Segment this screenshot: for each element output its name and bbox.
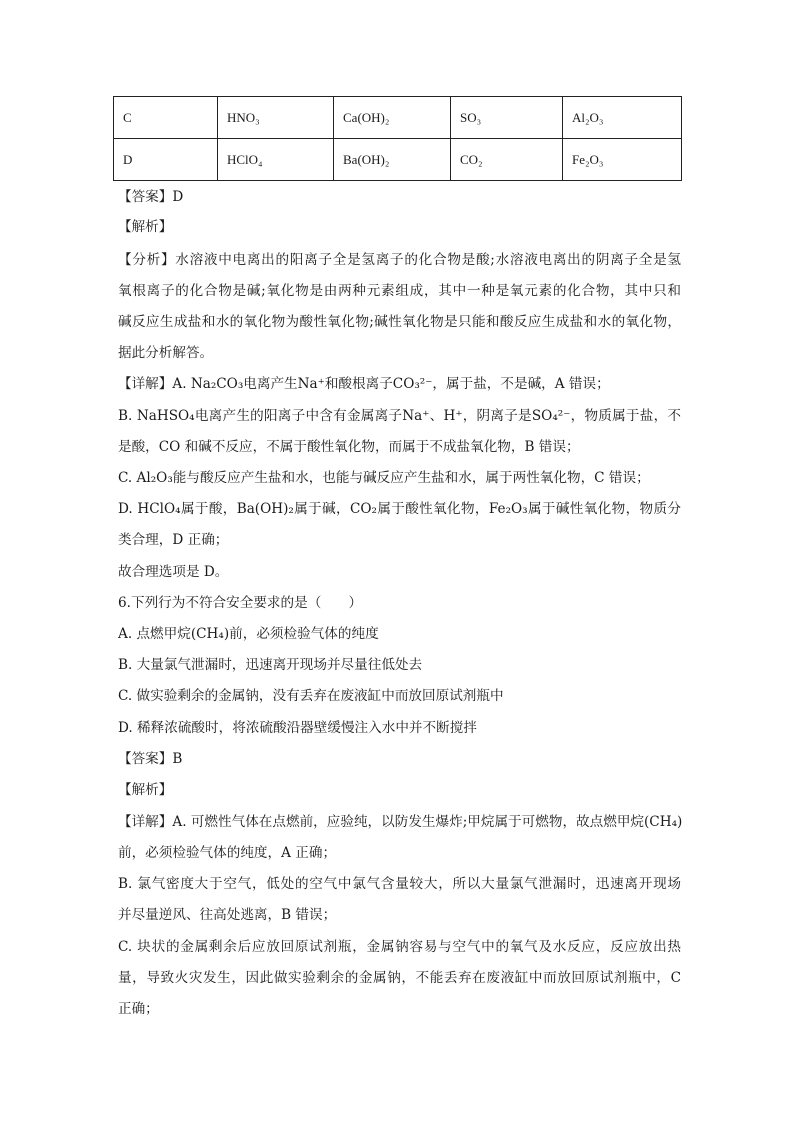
- question-stem: 6.下列行为不符合安全要求的是（ ）: [118, 595, 363, 611]
- answer-label: 【答案】B: [118, 751, 183, 767]
- analysis-heading: 【解析】: [118, 219, 173, 235]
- detail-line: 类合理，D 正确；: [118, 532, 229, 548]
- detail-line: C. 块状的金属剩余后应放回原试剂瓶，金属钠容易与空气中的氧气及水反应，反应放出热: [118, 939, 681, 955]
- detail-line: C. Al₂O₃能与酸反应产生盐和水，也能与碱反应产生盐和水，属于两性氧化物，C 错误；: [118, 470, 650, 486]
- detail-line: 【详解】A. Na₂CO₃电离产生Na⁺和酸根离子CO₃²⁻，属于盐，不是碱，A 错误；: [118, 376, 610, 392]
- detail-line: 是酸，CO 和碱不反应，不属于酸性氧化物，而属于不成盐氧化物，B 错误；: [118, 439, 580, 455]
- table-row: [114, 97, 682, 139]
- detail-line: B. NaHSO₄电离产生的阳离子中含有金属离子Na⁺、H⁺，阴离子是SO₄²⁻，物质属于盐，不: [118, 408, 681, 424]
- option-c: C. 做实验剩余的金属钠，没有丢弃在废液缸中而放回原试剂瓶中: [118, 688, 504, 704]
- table-row: [114, 139, 682, 181]
- table-cell: C: [114, 97, 218, 139]
- detail-line: 量，导致火灾发生，因此做实验剩余的金属钠，不能丢弃在废液缸中而放回原试剂瓶中，C: [118, 970, 681, 986]
- option-a: A. 点燃甲烷(CH₄)前，必须检验气体的纯度: [118, 626, 379, 642]
- table-cell: Ca(OH)₂: [334, 97, 451, 139]
- analysis-line: 碱反应生成盐和水的氧化物为酸性氧化物;碱性氧化物是只能和酸反应生成盐和水的氧化物，: [118, 314, 681, 330]
- option-d: D. 稀释浓硫酸时，将浓硫酸沿器壁缓慢注入水中并不断搅拌: [118, 720, 477, 736]
- options-table: [113, 96, 682, 181]
- detail-line: D. HClO₄属于酸，Ba(OH)₂属于碱，CO₂属于酸性氧化物，Fe₂O₃属于碱性氧化物，物质分: [118, 501, 681, 517]
- table-cell: D: [114, 139, 218, 181]
- analysis-line: 据此分析解答。: [118, 345, 214, 361]
- table-cell: HNO₃: [218, 97, 334, 139]
- table-cell: HClO₄: [218, 139, 334, 181]
- detail-line: B. 氯气密度大于空气，低处的空气中氯气含量较大，所以大量氯气泄漏时，迅速离开现场: [118, 876, 681, 892]
- analysis-line: 【分析】水溶液中电离出的阳离子全是氢离子的化合物是酸;水溶液电离出的阴离子全是氢: [118, 252, 681, 268]
- detail-line: 【详解】A. 可燃性气体在点燃前，应验纯，以防发生爆炸;甲烷属于可燃物，故点燃甲烷(CH₄): [118, 814, 683, 830]
- analysis-line: 氧根离子的化合物是碱;氧化物是由两种元素组成，其中一种是氧元素的化合物，其中只和: [118, 283, 681, 299]
- detail-line: 前，必须检验气体的纯度，A 正确；: [118, 845, 337, 861]
- table-cell: Al₂O₃: [563, 97, 682, 139]
- table-cell: Ba(OH)₂: [334, 139, 451, 181]
- detail-line: 并尽量逆风、往高处逃离，B 错误；: [118, 907, 337, 923]
- table-cell: Fe₂O₃: [563, 139, 682, 181]
- detail-line: 正确；: [118, 1001, 159, 1017]
- answer-label: 【答案】D: [118, 189, 184, 205]
- conclusion-line: 故合理选项是 D。: [118, 564, 229, 580]
- table-cell: CO₂: [451, 139, 563, 181]
- table-cell: SO₃: [451, 97, 563, 139]
- option-b: B. 大量氯气泄漏时，迅速离开现场并尽量往低处去: [118, 657, 423, 673]
- analysis-heading: 【解析】: [118, 782, 173, 798]
